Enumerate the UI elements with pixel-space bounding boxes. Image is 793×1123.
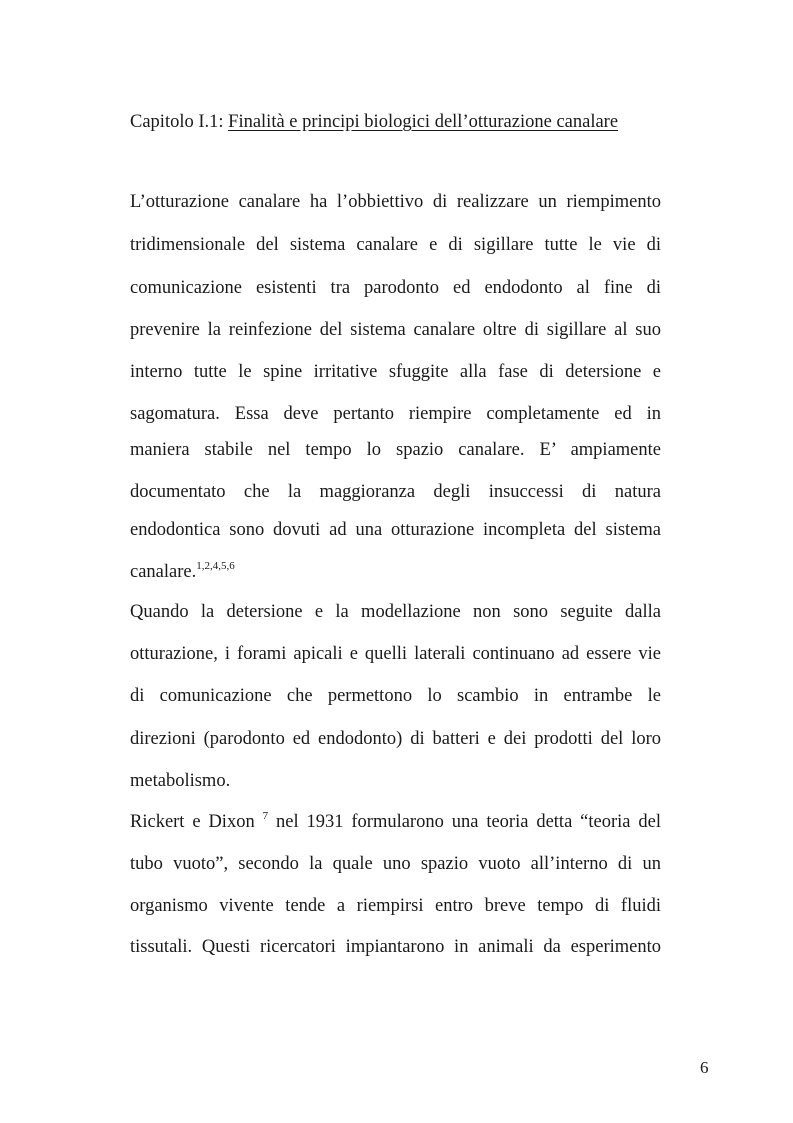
body-line: tubo vuoto”, secondo la quale uno spazio vuoto all’interno di un — [130, 854, 661, 874]
body-line: interno tutte le spine irritative sfuggite alla fase di detersione e — [130, 362, 661, 382]
body-line: maniera stabile nel tempo lo spazio canalare. E’ ampiamente — [130, 440, 661, 460]
body-line: documentato che la maggioranza degli insuccessi di natura — [130, 482, 661, 502]
body-line-citation — [130, 812, 661, 833]
line-text: canalare. — [130, 562, 197, 582]
body-line: metabolismo. — [130, 771, 231, 791]
line-text: Rickert e Dixon — [130, 812, 263, 832]
body-line-citation — [130, 562, 661, 583]
chapter-heading — [130, 112, 618, 133]
body-line: prevenire la reinfezione del sistema canalare oltre di sigillare al suo — [130, 320, 661, 340]
citation-superscript: 1,2,4,5,6 — [196, 560, 235, 572]
body-line: organismo vivente tende a riempirsi entro breve tempo di fluidi — [130, 896, 661, 916]
body-line: otturazione, i forami apicali e quelli laterali continuano ad essere vie — [130, 644, 661, 664]
body-line: Quando la detersione e la modellazione non sono seguite dalla — [130, 602, 661, 622]
chapter-title: Finalità e principi biologici dell’otturazione canalare — [228, 112, 619, 132]
body-line: direzioni (parodonto ed endodonto) di batteri e dei prodotti del loro — [130, 729, 661, 749]
page-number: 6 — [700, 1058, 709, 1077]
body-line: di comunicazione che permettono lo scambio in entrambe le — [130, 686, 661, 706]
body-line: endodontica sono dovuti ad una otturazione incompleta del sistema — [130, 520, 661, 540]
body-line: tissutali. Questi ricercatori impiantarono in animali da esperimento — [130, 937, 661, 957]
chapter-number: Capitolo I.1: — [130, 112, 229, 132]
body-line: L’otturazione canalare ha l’obbiettivo di realizzare un riempimento — [130, 192, 661, 212]
body-line: sagomatura. Essa deve pertanto riempire completamente ed in — [130, 404, 661, 424]
body-line: tridimensionale del sistema canalare e di sigillare tutte le vie di — [130, 235, 661, 255]
line-text: nel 1931 formularono una teoria detta “teoria del — [268, 812, 661, 832]
citation-superscript: 7 — [262, 810, 269, 822]
body-line: comunicazione esistenti tra parodonto ed endodonto al fine di — [130, 278, 661, 298]
